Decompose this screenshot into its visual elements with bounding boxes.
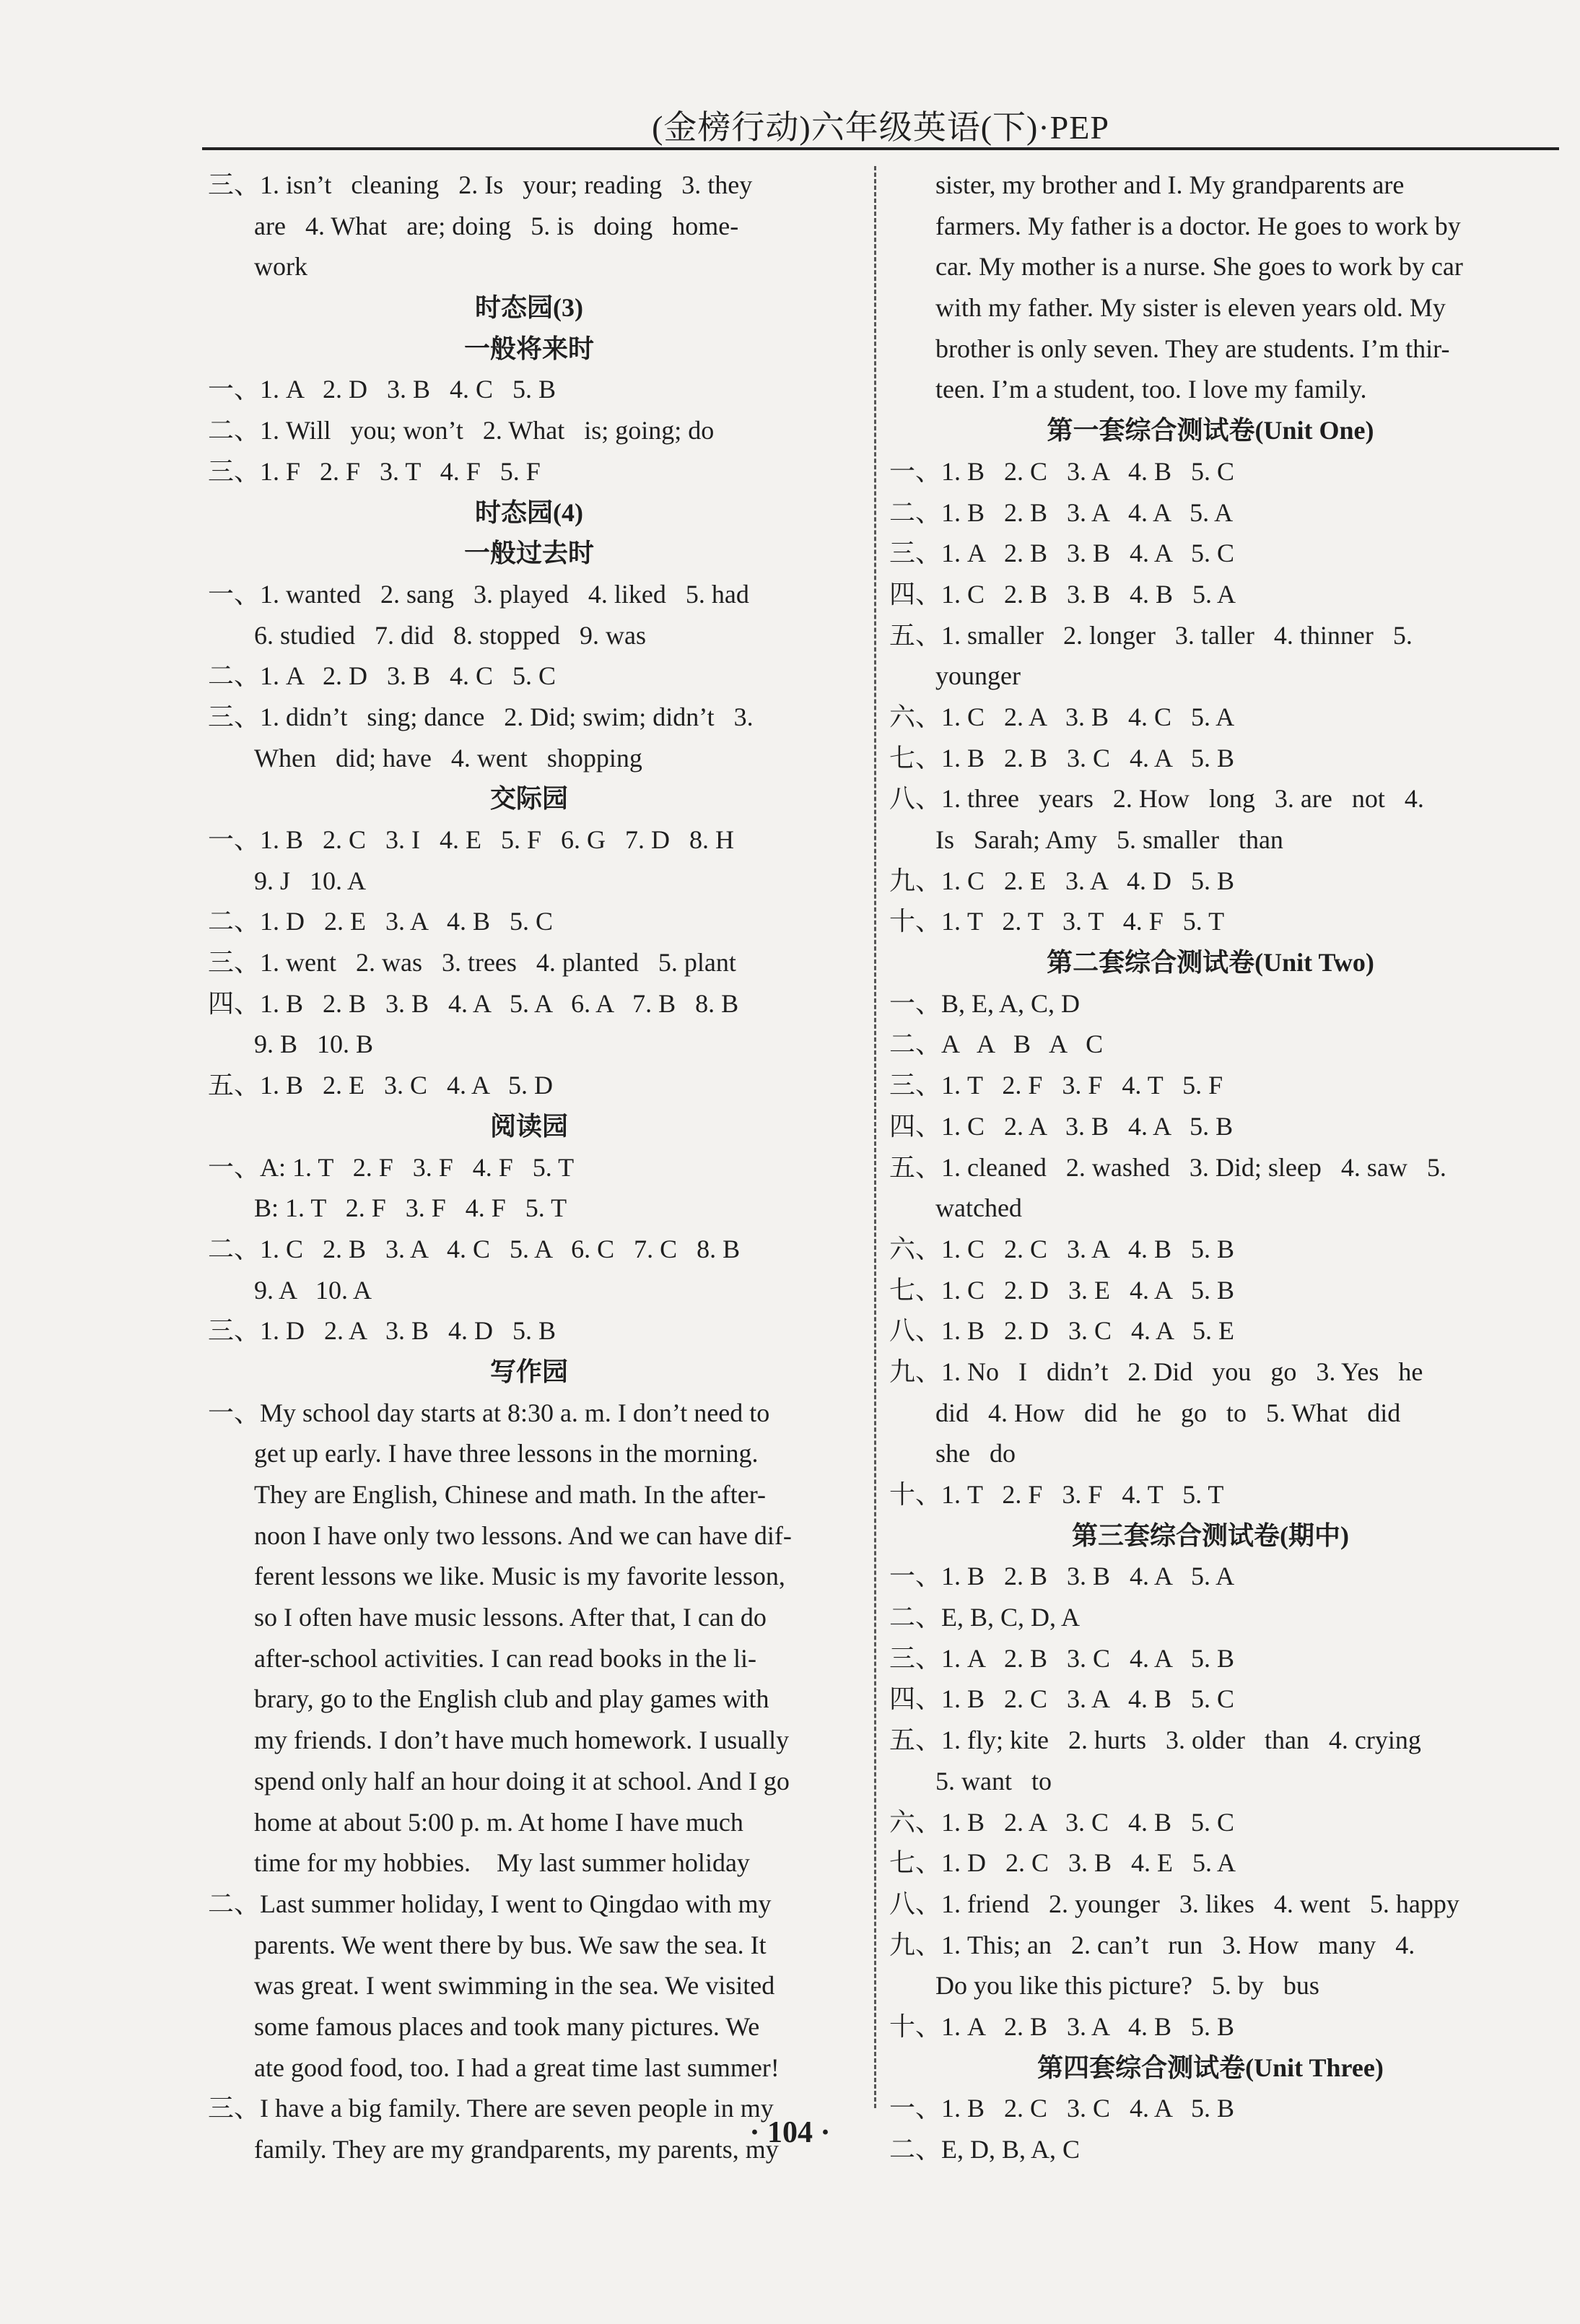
answer-line: They are English, Chinese and math. In the after- [254,1480,767,1509]
answer-line: 一、1. A 2. D 3. B 4. C 5. B [208,375,557,404]
answer-line: 六、1. C 2. C 3. A 4. B 5. B [889,1234,1235,1263]
answer-line: 七、1. C 2. D 3. E 4. A 5. B [889,1275,1235,1305]
answer-line: 四、1. B 2. B 3. B 4. A 5. A 6. A 7. B 8. B [208,988,739,1018]
header-rule [202,147,1559,150]
section-title: 交际园 [489,784,568,814]
answer-line: she do [935,1439,1016,1468]
answer-line: 七、1. D 2. C 3. B 4. E 5. A [889,1848,1236,1878]
answer-line: 九、1. C 2. E 3. A 4. D 5. B [889,866,1235,895]
answer-line: 九、1. This; an 2. can’t run 3. How many 4. [889,1930,1415,1959]
section-title: 阅读园 [489,1111,568,1141]
section-title: 第四套综合测试卷(Unit Three) [1037,2053,1384,2082]
answer-line: brother is only seven. They are students. I’m thir- [935,334,1450,363]
answer-line: 二、1. D 2. E 3. A 4. B 5. C [208,907,554,936]
section-title: 第一套综合测试卷(Unit One) [1047,416,1374,445]
answer-line: 一、B, E, A, C, D [889,988,1081,1018]
answer-line: 十、1. T 2. T 3. T 4. F 5. T [889,907,1225,936]
answer-line: watched [935,1193,1022,1223]
answer-line: 八、1. three years 2. How long 3. are not 4. [889,784,1424,814]
left-column [208,165,850,2170]
answer-line: 四、1. B 2. C 3. A 4. B 5. C [889,1684,1235,1714]
answer-line: with my father. My sister is eleven years old. My [935,293,1446,323]
column-divider [874,166,876,2108]
answer-line: ferent lessons we like. Music is my favorite lesson, [254,1562,785,1591]
answer-line: 十、1. T 2. F 3. F 4. T 5. T [889,1480,1224,1509]
answer-line: 五、1. cleaned 2. washed 3. Did; sleep 4. saw 5. [889,1152,1446,1182]
answer-line: 一、1. B 2. C 3. A 4. B 5. C [889,456,1235,486]
answer-line: 二、Last summer holiday, I went to Qingdao with my [208,1889,772,1918]
answer-line: 一、A: 1. T 2. F 3. F 4. F 5. T [208,1152,575,1182]
answer-line: 9. B 10. B [254,1030,374,1059]
answer-line: after-school activities. I can read books in the li- [254,1643,757,1673]
page-number: · 104 · [749,2116,831,2149]
answer-line: 六、1. B 2. A 3. C 4. B 5. C [889,1807,1235,1837]
answer-line: ate good food, too. I had a great time last summer! [254,2053,780,2082]
answer-line: 二、E, D, B, A, C [889,2135,1081,2164]
answer-line: 一、My school day starts at 8:30 a. m. I don’t need to [208,1398,770,1427]
answer-line: 三、1. A 2. B 3. B 4. A 5. C [889,539,1235,568]
section-title: 第二套综合测试卷(Unit Two) [1047,948,1374,978]
answer-line: 二、E, B, C, D, A [889,1603,1081,1632]
answer-line: so I often have music lessons. After that, I can do [254,1603,767,1632]
answer-line: 七、1. B 2. B 3. C 4. A 5. B [889,743,1235,773]
answer-line: 十、1. A 2. B 3. A 4. B 5. B [889,2011,1235,2041]
answer-line: 三、I have a big family. There are seven people in my [208,2094,774,2123]
answer-line: was great. I went swimming in the sea. We visited [254,1971,775,2001]
answer-line: 二、1. B 2. B 3. A 4. A 5. A [889,497,1234,527]
answer-line: my friends. I don’t have much homework. I usually [254,1725,790,1755]
answer-line: When did; have 4. went shopping [254,743,642,773]
right-column [889,165,1532,2170]
answer-line: 一、1. B 2. B 3. B 4. A 5. A [889,1562,1235,1591]
answer-line: family. They are my grandparents, my parents, my [254,2135,779,2164]
answer-line: parents. We went there by bus. We saw the sea. It [254,1930,767,1959]
answer-line: 五、1. fly; kite 2. hurts 3. older than 4. crying [889,1725,1421,1755]
answer-line: get up early. I have three lessons in the morning. [254,1439,759,1468]
answer-line: 三、1. went 2. was 3. trees 4. planted 5. plant [208,948,736,978]
answer-line: B: 1. T 2. F 3. F 4. F 5. T [254,1193,567,1223]
answer-line: 5. want to [935,1766,1052,1796]
answer-line: 一、1. B 2. C 3. I 4. E 5. F 6. G 7. D 8. H [208,825,735,854]
answer-line: 三、1. T 2. F 3. F 4. T 5. F [889,1071,1223,1100]
answer-line: noon I have only two lessons. And we can have dif- [254,1520,792,1550]
answer-line: work [254,252,307,282]
answer-line: Is Sarah; Amy 5. smaller than [935,825,1283,854]
answer-line: 八、1. friend 2. younger 3. likes 4. went 5. happy [889,1889,1459,1918]
answer-line: farmers. My father is a doctor. He goes to work by [935,211,1461,240]
answer-line: 六、1. C 2. A 3. B 4. C 5. A [889,702,1235,731]
answer-line: 二、1. Will you; won’t 2. What is; going; do [208,416,715,445]
answer-line: 三、1. D 2. A 3. B 4. D 5. B [208,1316,557,1346]
answer-line: time for my hobbies. My last summer holiday [254,1848,750,1878]
answer-line: spend only half an hour doing it at school. And I go [254,1766,790,1796]
answer-line: 一、1. B 2. C 3. C 4. A 5. B [889,2094,1235,2123]
answer-line: 四、1. C 2. A 3. B 4. A 5. B [889,1111,1234,1141]
answer-line: home at about 5:00 p. m. At home I have much [254,1807,743,1837]
section-title: 第三套综合测试卷(期中) [1072,1520,1349,1550]
answer-line: 9. A 10. A [254,1275,372,1305]
answer-line: 三、1. isn’t cleaning 2. Is your; reading 3. they [208,170,753,199]
answer-line: 一、1. wanted 2. sang 3. played 4. liked 5. had [208,579,749,609]
section-title: 写作园 [489,1357,568,1386]
answer-line: brary, go to the English club and play games with [254,1684,769,1714]
answer-line: 五、1. B 2. E 3. C 4. A 5. D [208,1071,554,1100]
answer-line: 八、1. B 2. D 3. C 4. A 5. E [889,1316,1235,1346]
page-header: (金榜行动)六年级英语(下)·PEP [652,109,1109,146]
answer-line: 三、1. A 2. B 3. C 4. A 5. B [889,1643,1235,1673]
answer-line: 二、1. A 2. D 3. B 4. C 5. C [208,661,557,691]
answer-line: are 4. What are; doing 5. is doing home- [254,211,739,240]
answer-line: some famous places and took many pictures. We [254,2011,760,2041]
answer-line: 6. studied 7. did 8. stopped 9. was [254,620,646,650]
answer-line: 四、1. C 2. B 3. B 4. B 5. A [889,579,1236,609]
answer-line: did 4. How did he go to 5. What did [935,1398,1401,1427]
answer-line: 九、1. No I didn’t 2. Did you go 3. Yes he [889,1357,1423,1386]
answer-line: 三、1. F 2. F 3. T 4. F 5. F [208,456,541,486]
answer-line: 二、A A B A C [889,1030,1104,1059]
answer-line: 五、1. smaller 2. longer 3. taller 4. thinner 5. [889,620,1413,650]
section-title: 时态园(3) [475,293,583,323]
answer-line: 三、1. didn’t sing; dance 2. Did; swim; didn’t 3. [208,702,754,731]
section-title: 一般过去时 [463,539,594,568]
answer-line: sister, my brother and I. My grandparents are [935,170,1405,199]
answer-line: Do you like this picture? 5. by bus [935,1971,1319,2001]
answer-line: younger [935,661,1021,691]
answer-line: car. My mother is a nurse. She goes to work by car [935,252,1463,282]
section-title: 时态园(4) [475,497,583,527]
section-title: 一般将来时 [463,334,594,363]
answer-line: teen. I’m a student, too. I love my family. [935,375,1367,404]
answer-line: 二、1. C 2. B 3. A 4. C 5. A 6. C 7. C 8. B [208,1234,741,1263]
answer-line: 9. J 10. A [254,866,367,895]
